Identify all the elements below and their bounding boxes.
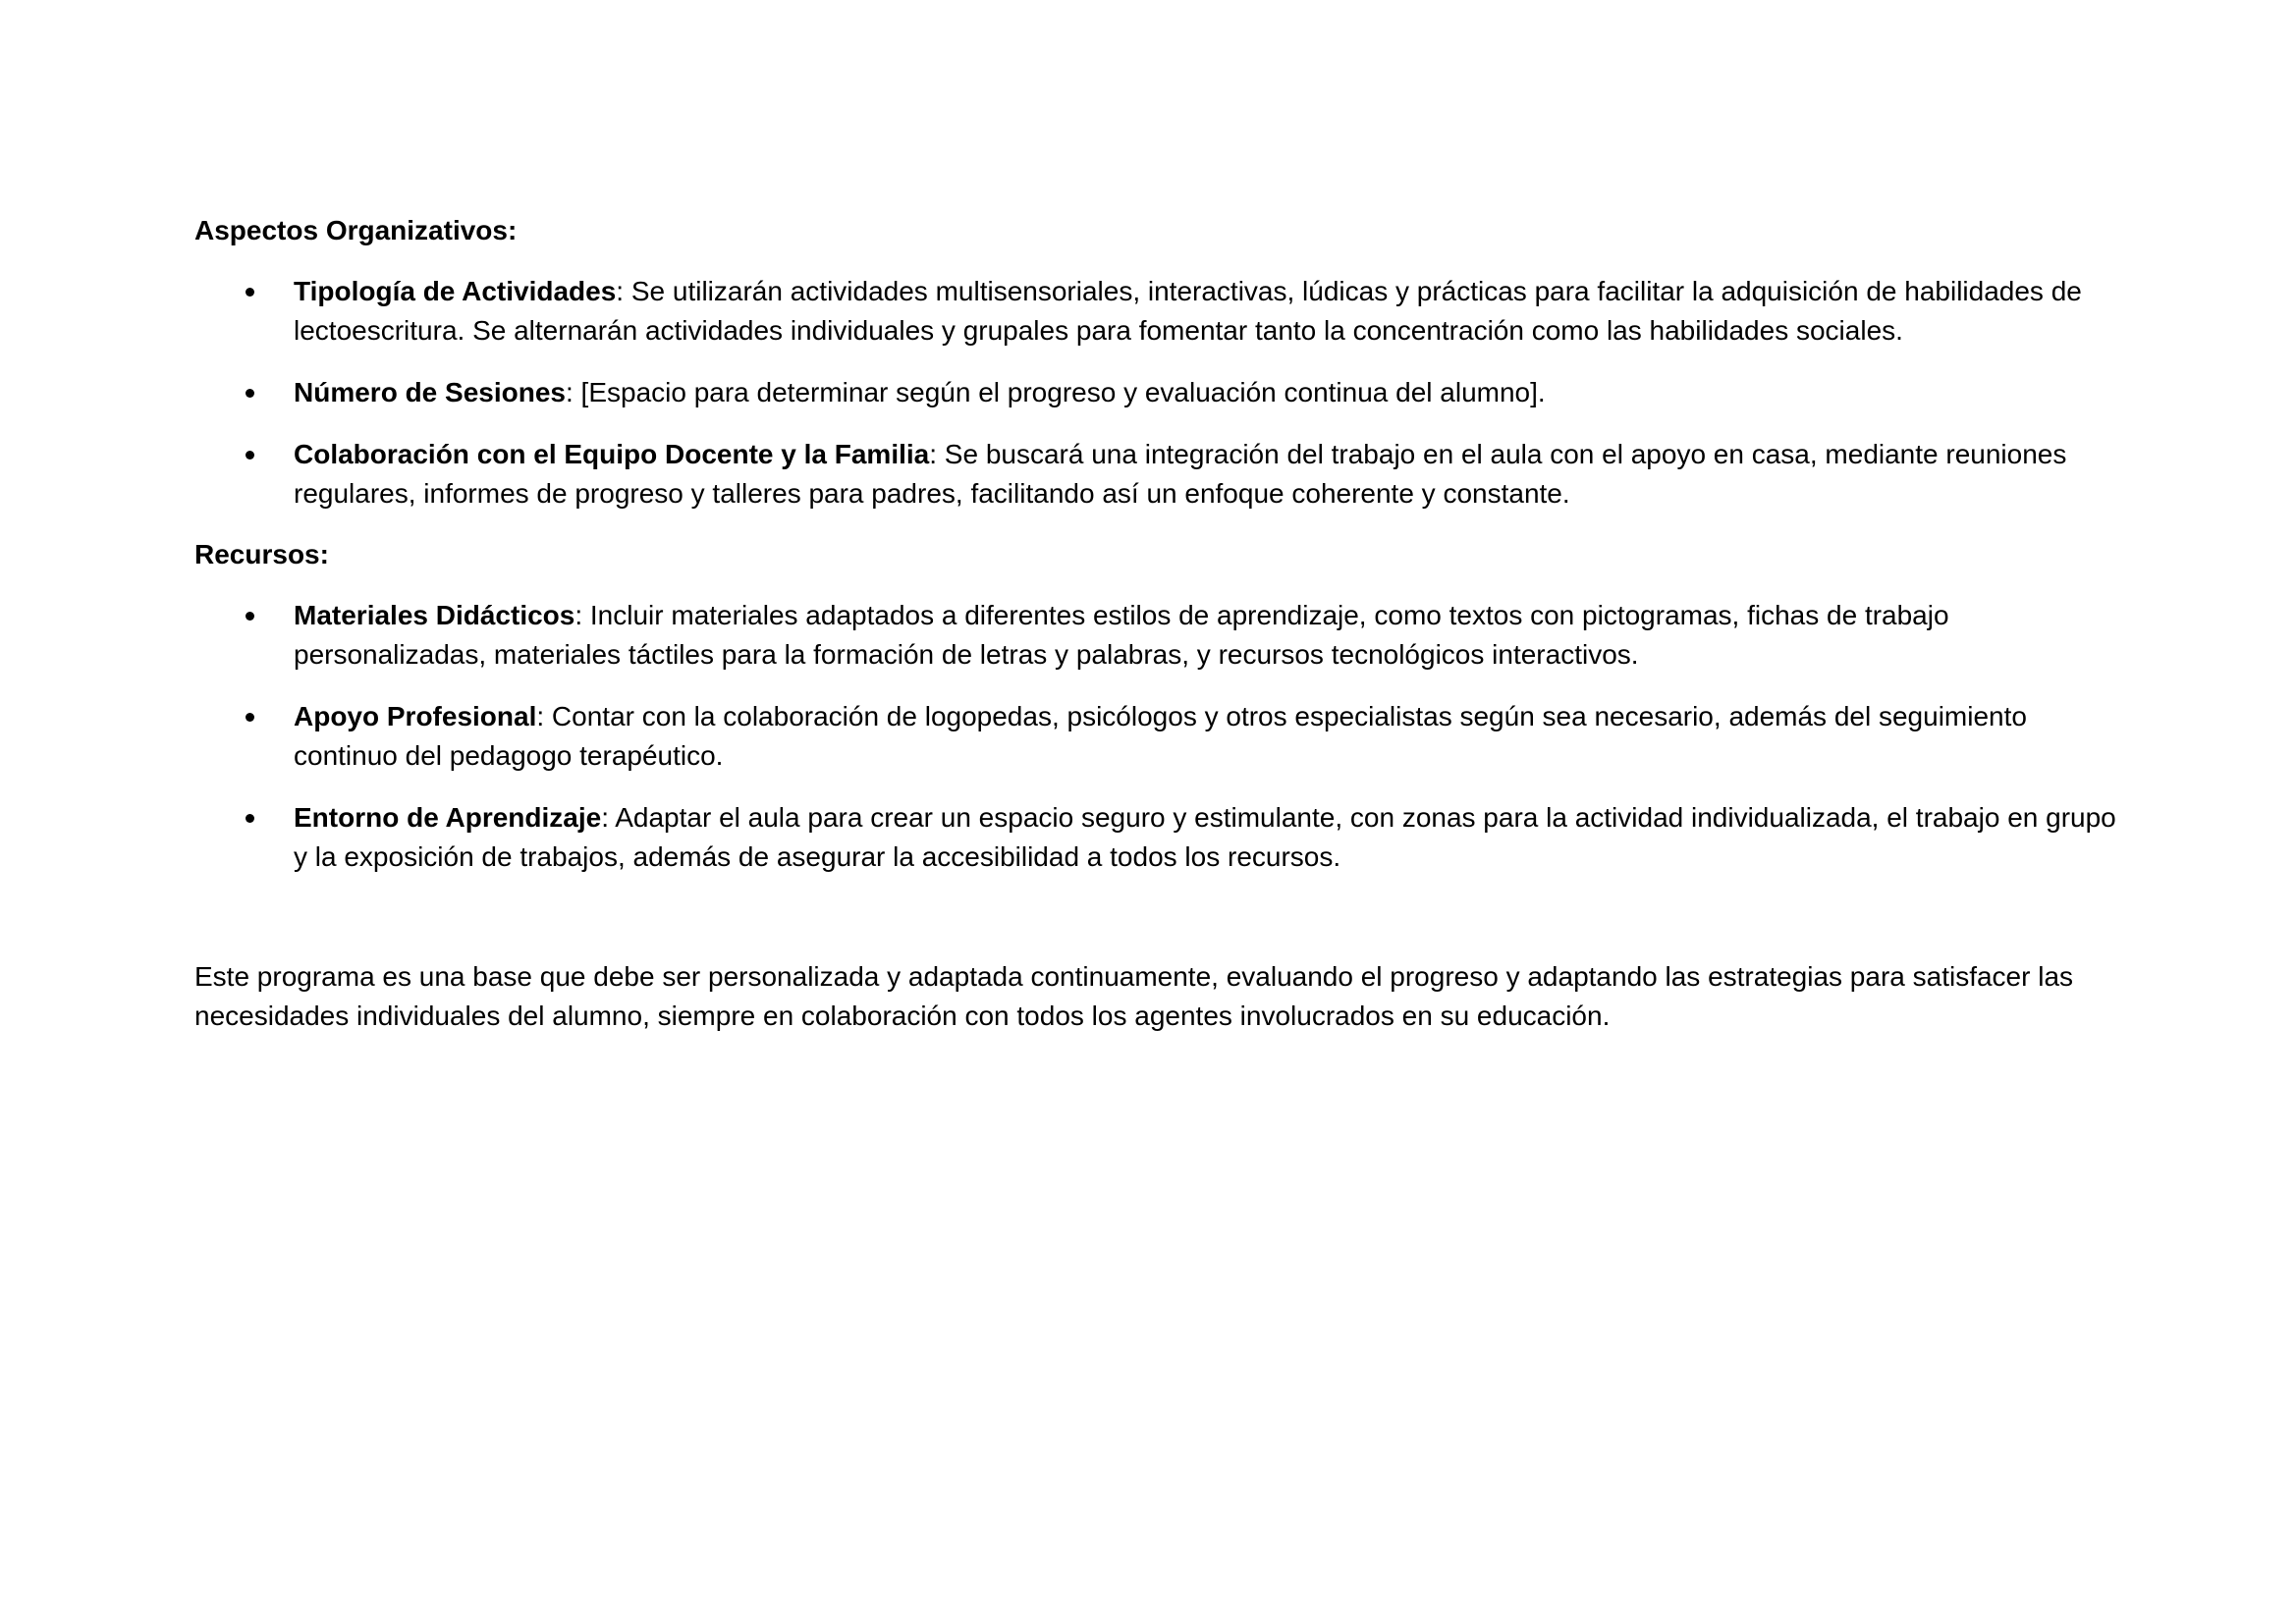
item-term: Tipología de Actividades xyxy=(294,276,617,306)
list-item xyxy=(194,596,2131,675)
item-term: Apoyo Profesional xyxy=(294,701,537,731)
item-text: : [Espacio para determinar según el progreso y evaluación continua del alumno]. xyxy=(565,377,1546,407)
item-term: Materiales Didácticos xyxy=(294,600,575,630)
item-text: : Se utilizarán actividades multisensoriales, interactivas, lúdicas y prácticas para facilitar la adquisición de habilidades de lectoescritura. Se alternarán actividades individuales y grupales para fomentar tanto la concentración como las habilidades sociales. xyxy=(294,276,2082,346)
closing-paragraph: Este programa es una base que debe ser personalizada y adaptada continuamente, evaluando el progreso y adaptando las estrategias para satisfacer las necesidades individuales del alumno, siempre en colaboración con todos los agentes involucrados en su educación. xyxy=(194,961,2074,1031)
section-heading-organizational: Aspectos Organizativos: xyxy=(194,215,518,245)
item-term: Entorno de Aprendizaje xyxy=(294,802,602,833)
organizational-list xyxy=(194,272,2131,514)
list-item xyxy=(194,272,2131,351)
section-heading-resources: Recursos: xyxy=(194,539,329,569)
bullet-icon xyxy=(246,814,254,823)
item-term: Número de Sesiones xyxy=(294,377,566,407)
bullet-icon xyxy=(246,288,254,297)
bullet-icon xyxy=(246,612,254,621)
bullet-icon xyxy=(246,713,254,722)
list-item xyxy=(194,697,2131,776)
item-text: : Incluir materiales adaptados a diferentes estilos de aprendizaje, como textos con pictogramas, fichas de trabajo personalizadas, materiales táctiles para la formación de letras y palabras, y recursos tecnológicos interactivos. xyxy=(294,600,1949,670)
item-text: : Contar con la colaboración de logopedas, psicólogos y otros especialistas según sea necesario, además del seguimiento continuo del pedagogo terapéutico. xyxy=(294,701,2027,771)
item-term: Colaboración con el Equipo Docente y la Familia xyxy=(294,439,930,469)
list-item xyxy=(194,798,2131,877)
list-item xyxy=(194,373,2131,412)
bullet-icon xyxy=(246,389,254,398)
document-page xyxy=(194,211,2131,1063)
resources-list xyxy=(194,596,2131,877)
bullet-icon xyxy=(246,451,254,460)
item-text: : Adaptar el aula para crear un espacio seguro y estimulante, con zonas para la actividad individualizada, el trabajo en grupo y la exposición de trabajos, además de asegurar la accesibilidad a todos los recursos. xyxy=(294,802,2116,872)
item-text: : Se buscará una integración del trabajo en el aula con el apoyo en casa, mediante reuniones regulares, informes de progreso y talleres para padres, facilitando así un enfoque coherente y constante. xyxy=(294,439,2067,509)
list-item xyxy=(194,435,2131,514)
